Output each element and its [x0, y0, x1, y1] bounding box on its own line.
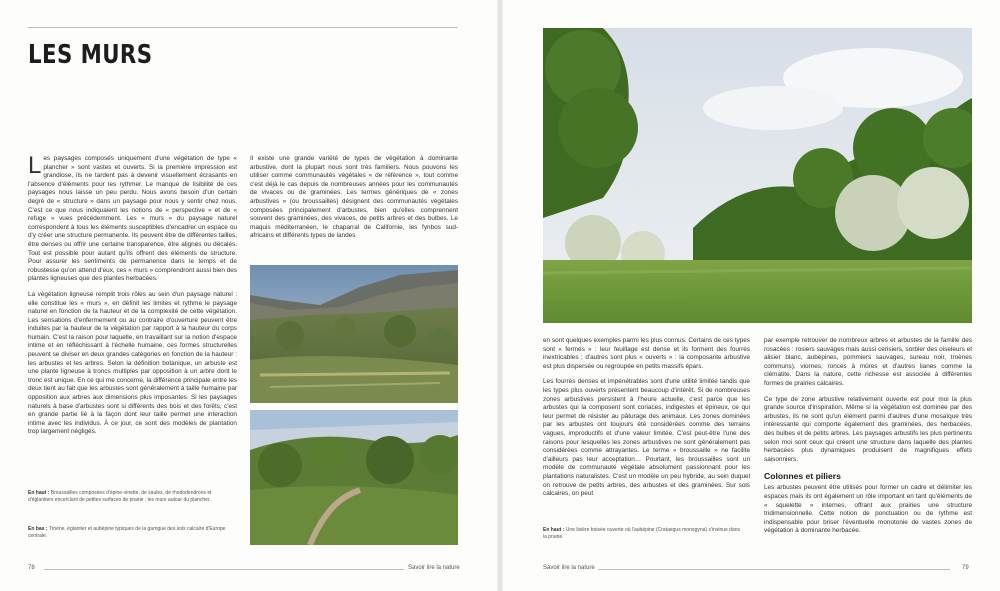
paragraph: La végétation ligneuse remplit trois rôles au sein d'un paysage naturel : elle constitue les « murs », en définit les limites et rythme le paysage naturel en fonction de la hauteur et de la complexité de cette végétation. Les sensations d'enfermement ou au contraire d'ouverture peuvent être induites par la hauteur de la végétation par rapport à la hauteur du corps humain. C'est la raison pour laquelle, en travaillant sur la notion d'espace intime et en réfléchissant à l'échelle humaine, ces formes structurelles peuvent se diviser en deux grandes catégories en fonction de la hauteur : les arbustes et les arbres. Selon la définition botanique, un arbuste est une plante ligneuse à troncs multiples par opposition à un arbre dont le tronc est unique. En ce qui me concerne, la différence principale entre les deux tient au fait que les arbustes sont généralement à taille humaine par opposition aux arbres aux dimensions plus imposantes. Si les paysages naturels à base d'arbustes sont si différents des bois et des forêts, c'est en grande partie lié à la façon dont leur taille permet une interaction intime avec les individus. À ce jour, ce sont des modèles de plantation trop largement négligés.	[28, 290, 237, 436]
text-column-3	[543, 337, 750, 506]
running-footer: Savoir lire la nature	[543, 565, 595, 571]
paragraph: Ce type de zone arbustive relativement ouverte est pour moi la plus grande source d'inspiration. Même si la végétation est dominée par des arbustes, ils ne sont qu'un élément parmi d'autres d'une mosaïque très intéressante qui comporte également des graminées, des herbacées, des bulbes et de petits arbres. Les paysages arbustifs les plus pertinents selon moi sont ceux qui créent une structure dans laquelle des plantes herbacées plus dynamiques produisent de magnifiques effets saisonniers.	[764, 395, 972, 463]
footer-rule	[598, 569, 950, 570]
page-title: LES MURS	[28, 40, 153, 70]
caption-text: Broussailles composées d'épine-vinette, de saules, de rhododendrons et d'églantiers encerclant de petites surfaces de prairie : les murs autour du plancher.	[28, 490, 212, 503]
page-number: 79	[962, 565, 969, 571]
footer-rule	[44, 569, 404, 570]
right-page	[500, 0, 1000, 591]
caption-lead: En haut :	[28, 490, 50, 496]
running-footer: Savoir lire la nature	[408, 565, 460, 571]
photo-caption-top	[28, 490, 228, 504]
paragraph	[28, 152, 237, 284]
paragraph: en sont quelques exemples parmi les plus connus. Certains de ces types sont « fermés » : leur feuillage est dense et ils forment des fourrés inextricables ; d'autres sont plus « ouverts » : la composante arbustive est plus dispersée ou regroupée en petits massifs épars.	[543, 337, 750, 370]
drop-cap: L	[28, 152, 42, 179]
photo-garrigue-path	[250, 410, 458, 545]
photo-wooded-meadow	[543, 28, 972, 323]
paragraph: Les arbustes peuvent être utilisés pour former un cadre et délimiter les espaces mais ils ont également un rôle important en tant qu'éléments de « squelette » internes, offrant aux prairies une structure tridimensionnelle. Cette notion de ponctuation ou de rythme est indispensable pour briser l'éventuelle monotonie de vastes zones de végétation à dominante herbacée.	[764, 484, 972, 535]
top-rule	[28, 27, 458, 28]
photo-mountain-shrubland	[250, 265, 458, 403]
text-column-2	[250, 155, 458, 248]
caption-lead: En bas :	[28, 526, 48, 532]
text-column-1	[28, 152, 237, 444]
paragraph: Il existe une grande variété de types de végétation à dominante arbustive, dont la plupart nous sont très familiers. Nous pouvons les utiliser comme communautés végétales « de référence », tout comme c'est déjà le cas depuis de nombreuses années pour les communautés de vivaces ou de graminées. Les termes génériques de « zones arbustives » (ou broussailles) désignent des communautés végétales composées principalement d'arbustes, bien qu'elles comprennent souvent des graminées, des vivaces, de petits arbres et des bulbes. Le maquis méditerranéen, le chaparral de Californie, les fynbos sud-africains et différents types de landes	[250, 155, 458, 240]
caption-text: Troène, églantier et aubépine typiques de la garrigue des sols calcaire d'Europe centrale.	[28, 526, 226, 539]
book-gutter	[497, 0, 503, 591]
photo-caption-bottom	[28, 526, 228, 540]
paragraph: par exemple retrouver de nombreux arbres et arbustes de la famille des rosacées : rosiers sauvages mais aussi cerisiers, sorbier des oiseleurs et alisier blanc, aubépines, pommiers sauvages, sureau noir, troènes communs), viornes, ronces à mûres et d'autres lianes comme la clématite. Dans la nature, cette richesse est associée à différentes formes de prairies calcaires.	[764, 337, 972, 387]
paragraph-text: es paysages composés uniquement d'une végétation de type « plancher » sont vastes et ouverts. Si la première impression est grandiose, ils ne tardent pas à devenir visuellement écrasants en l'absence d'éléments pour les rythmer. Le manque de lisibilité de ces paysages nous laisse un peu perdu. Nous avons besoin d'un certain degré de « structure » dans un paysage pour nous y sentir chez nous. C'est ce que nous indiquaient les notions de « perspective » et de « refuge » vues précédemment. Les « murs » du paysage naturel correspondent à tous les éléments susceptibles d'encadrer un espace ou d'y créer une structure permanente. Ils peuvent être de différentes tailles, être denses ou offrir une certaine transparence, être alignés ou décalés. Tout est possible pour autant qu'ils offrent des éléments de structure. Pour assurer les sentiments de permanence dans le temps et de robustesse qu'on attend d'eux, ces « murs » comprendront aussi bien des plantes ligneuses que des plantes herbacées.	[28, 155, 237, 283]
photo-caption	[543, 527, 743, 541]
caption-lead: En haut :	[543, 527, 565, 533]
subheading: Colonnes et piliers	[764, 471, 841, 482]
text-column-4	[764, 337, 972, 543]
paragraph: Les fourrés denses et impénétrables sont d'une utilité limitée tandis que les types plus ouverts présentent beaucoup d'intérêt. Si de nombreuses zones arbustives persistent à l'heure actuelle, c'est parce que les arbustes qui la composent sont coriaces, indigestes et épineux, ce qui leur permet de résister au pâturage des animaux. Les zones dominées par les arbustes ont toujours été considérées comme des terrains vagues, improductifs et d'une valeur limitée. C'est peut-être l'une des raisons pour lesquelles les zones arbustives ne sont généralement pas considérées comme attrayantes. Le terme « broussaille » ne facilite d'ailleurs pas leur acceptation… Pourtant, les broussailles sont un modèle de communauté végétale absolument passionnant pour les plantations naturalistes. C'est un modèle un peu hybride, au sein duquel on retrouve de petits arbres, des arbustes et des graminées. Sur sols calcaires, on peut	[543, 378, 750, 498]
page-number: 78	[28, 565, 35, 571]
caption-text: Une lisière boisée ouverte où l'aubépine (Crataegus monogyna) s'insinue dans la prairie.	[543, 527, 741, 540]
